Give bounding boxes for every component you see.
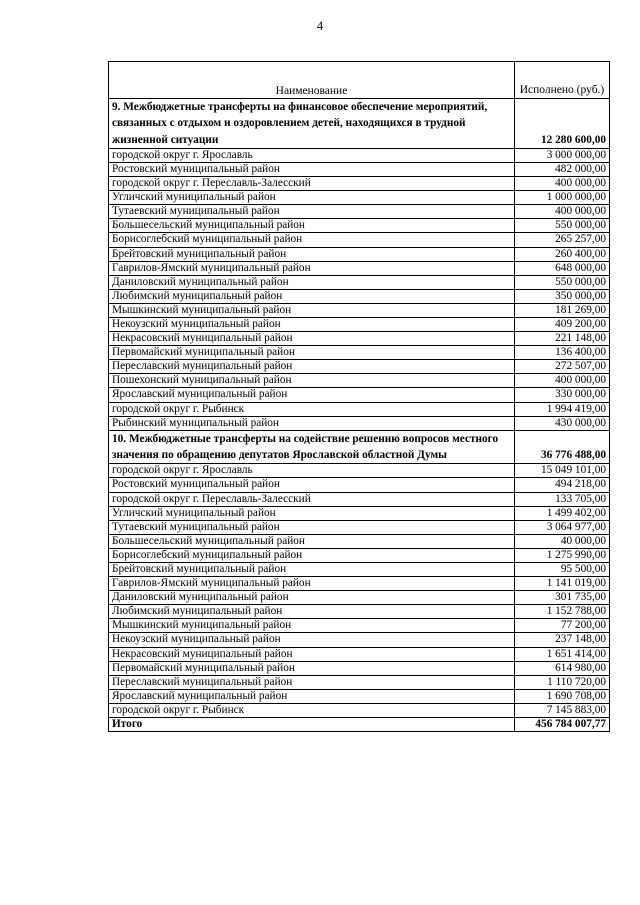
row-value-cell: 3 064 977,00 <box>515 520 610 534</box>
row-name-cell: Некоузский муниципальный район <box>109 633 515 647</box>
row-name-cell: городской округ г. Рыбинск <box>109 402 515 416</box>
row-name-cell: Брейтовский муниципальный район <box>109 563 515 577</box>
row-value-cell: 1 651 414,00 <box>515 647 610 661</box>
row-value-cell: 1 110 720,00 <box>515 675 610 689</box>
row-name-cell: Даниловский муниципальный район <box>109 591 515 605</box>
table-row <box>109 577 610 591</box>
row-value-cell: 237 148,00 <box>515 633 610 647</box>
row-value-cell: 1 690 708,00 <box>515 689 610 703</box>
table-row <box>109 591 610 605</box>
row-name-cell: Борисоглебский муниципальный район <box>109 548 515 562</box>
table-row <box>109 346 610 360</box>
table-row <box>109 205 610 219</box>
row-value-cell: 1 499 402,00 <box>515 506 610 520</box>
header-value-cell: Исполнено (руб.) <box>515 62 610 99</box>
row-name-cell: Некрасовский муниципальный район <box>109 332 515 346</box>
row-value-cell: 330 000,00 <box>515 388 610 402</box>
row-value-cell: 7 145 883,00 <box>515 703 610 717</box>
table-row <box>109 689 610 703</box>
row-name-cell: Большесельский муниципальный район <box>109 219 515 233</box>
table-row <box>109 177 610 191</box>
row-value-cell: 648 000,00 <box>515 261 610 275</box>
table-row <box>109 233 610 247</box>
table-row <box>109 289 610 303</box>
row-value-cell: 265 257,00 <box>515 233 610 247</box>
row-value-cell: 40 000,00 <box>515 534 610 548</box>
row-value-cell: 3 000 000,00 <box>515 148 610 162</box>
table-row <box>109 388 610 402</box>
row-name-cell: Мышкинский муниципальный район <box>109 619 515 633</box>
table-row <box>109 318 610 332</box>
row-name-cell: Переславский муниципальный район <box>109 675 515 689</box>
table-row <box>109 492 610 506</box>
row-name-cell: Тутаевский муниципальный район <box>109 205 515 219</box>
row-name-cell: городской округ г. Переславль-Залесский <box>109 177 515 191</box>
row-name-cell: Некрасовский муниципальный район <box>109 647 515 661</box>
section-name-cell: 9. Межбюджетные трансферты на финансовое обеспечение мероприятий, связанных с отдыхом и оздоровлением детей, находящихся в трудной жизненной ситуации <box>109 99 515 149</box>
section-value-cell: 12 280 600,00 <box>515 99 610 149</box>
table-row <box>109 534 610 548</box>
table-row <box>109 402 610 416</box>
row-value-cell: 221 148,00 <box>515 332 610 346</box>
row-name-cell: Любимский муниципальный район <box>109 289 515 303</box>
table-row <box>109 506 610 520</box>
row-name-cell: Угличский муниципальный район <box>109 506 515 520</box>
section-name-cell: 10. Межбюджетные трансферты на содействие решению вопросов местного значения по обращению депутатов Ярославской областной Думы <box>109 430 515 464</box>
grand-total-row <box>109 718 610 732</box>
table-row <box>109 416 610 430</box>
section-header-row <box>109 430 610 464</box>
total-name-cell: Итого <box>109 718 515 732</box>
row-value-cell: 430 000,00 <box>515 416 610 430</box>
row-name-cell: Гаврилов-Ямский муниципальный район <box>109 577 515 591</box>
row-name-cell: Переславский муниципальный район <box>109 360 515 374</box>
table-row <box>109 703 610 717</box>
row-value-cell: 1 152 788,00 <box>515 605 610 619</box>
row-value-cell: 181 269,00 <box>515 303 610 317</box>
table-row <box>109 605 610 619</box>
row-value-cell: 301 735,00 <box>515 591 610 605</box>
table-body <box>109 62 610 732</box>
row-name-cell: Пошехонский муниципальный район <box>109 374 515 388</box>
row-name-cell: Борисоглебский муниципальный район <box>109 233 515 247</box>
row-name-cell: Ростовский муниципальный район <box>109 478 515 492</box>
row-value-cell: 494 218,00 <box>515 478 610 492</box>
row-name-cell: городской округ г. Ярославль <box>109 148 515 162</box>
row-value-cell: 614 980,00 <box>515 661 610 675</box>
row-name-cell: Ярославский муниципальный район <box>109 388 515 402</box>
table-row <box>109 148 610 162</box>
total-value-cell: 456 784 007,77 <box>515 718 610 732</box>
row-name-cell: Тутаевский муниципальный район <box>109 520 515 534</box>
table-row <box>109 191 610 205</box>
row-name-cell: Первомайский муниципальный район <box>109 661 515 675</box>
row-value-cell: 350 000,00 <box>515 289 610 303</box>
budget-table <box>108 61 610 732</box>
row-name-cell: городской округ г. Переславль-Залесский <box>109 492 515 506</box>
row-name-cell: Ростовский муниципальный район <box>109 162 515 176</box>
row-value-cell: 400 000,00 <box>515 374 610 388</box>
table-row <box>109 619 610 633</box>
table-row <box>109 661 610 675</box>
page-number: 4 <box>316 18 324 33</box>
header-name-cell: Наименование <box>109 62 515 99</box>
table-row <box>109 360 610 374</box>
table-row <box>109 478 610 492</box>
row-value-cell: 482 000,00 <box>515 162 610 176</box>
row-name-cell: Ярославский муниципальный район <box>109 689 515 703</box>
section-header-row <box>109 99 610 149</box>
table-row <box>109 633 610 647</box>
row-value-cell: 550 000,00 <box>515 275 610 289</box>
row-name-cell: Первомайский муниципальный район <box>109 346 515 360</box>
table-row <box>109 275 610 289</box>
table-row <box>109 563 610 577</box>
row-value-cell: 1 994 419,00 <box>515 402 610 416</box>
row-name-cell: Мышкинский муниципальный район <box>109 303 515 317</box>
table-row <box>109 303 610 317</box>
row-value-cell: 400 000,00 <box>515 177 610 191</box>
table-row <box>109 647 610 661</box>
row-name-cell: Брейтовский муниципальный район <box>109 247 515 261</box>
row-value-cell: 400 000,00 <box>515 205 610 219</box>
table-row <box>109 548 610 562</box>
table-row <box>109 675 610 689</box>
row-value-cell: 1 000 000,00 <box>515 191 610 205</box>
table-row <box>109 247 610 261</box>
row-value-cell: 272 507,00 <box>515 360 610 374</box>
row-value-cell: 136 400,00 <box>515 346 610 360</box>
table-row <box>109 332 610 346</box>
table-row <box>109 261 610 275</box>
row-name-cell: Даниловский муниципальный район <box>109 275 515 289</box>
row-name-cell: Угличский муниципальный район <box>109 191 515 205</box>
row-name-cell: Большесельский муниципальный район <box>109 534 515 548</box>
row-value-cell: 77 200,00 <box>515 619 610 633</box>
row-value-cell: 15 049 101,00 <box>515 464 610 478</box>
row-name-cell: Рыбинский муниципальный район <box>109 416 515 430</box>
table-row <box>109 219 610 233</box>
table-row <box>109 464 610 478</box>
row-name-cell: Любимский муниципальный район <box>109 605 515 619</box>
row-value-cell: 550 000,00 <box>515 219 610 233</box>
row-value-cell: 1 275 990,00 <box>515 548 610 562</box>
row-name-cell: Гаврилов-Ямский муниципальный район <box>109 261 515 275</box>
table-row <box>109 162 610 176</box>
row-name-cell: Некоузский муниципальный район <box>109 318 515 332</box>
table-header-row <box>109 62 610 99</box>
row-value-cell: 260 400,00 <box>515 247 610 261</box>
table-row <box>109 374 610 388</box>
table-row <box>109 520 610 534</box>
row-name-cell: городской округ г. Рыбинск <box>109 703 515 717</box>
row-value-cell: 95 500,00 <box>515 563 610 577</box>
row-value-cell: 133 705,00 <box>515 492 610 506</box>
section-value-cell: 36 776 488,00 <box>515 430 610 464</box>
row-value-cell: 1 141 019,00 <box>515 577 610 591</box>
row-name-cell: городской округ г. Ярославль <box>109 464 515 478</box>
row-value-cell: 409 200,00 <box>515 318 610 332</box>
